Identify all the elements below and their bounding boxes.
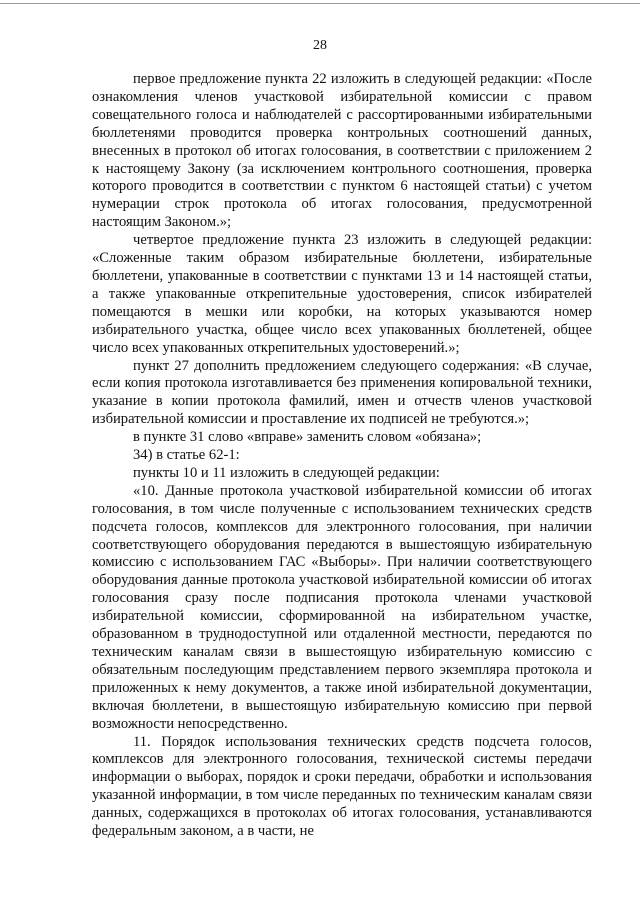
paragraph-amend-point-22: первое предложение пункта 22 изложить в следующей редакции: «После ознакомления членов участковой избирательной комиссии с правом совещательного голоса и наблюдателей с рассортированными избирательными бюллетенями проводится проверка контрольных соотношений данных, внесенных в протокол об итогах голосования, в соответствии с приложением 2 к настоящему Закону (за исключением контрольного соотношения, проверка которого проводится в соответствии с пунктом 6 настоящей статьи) с учетом нумерации строк протокола об итогах голосования, предусмотренной настоящим Законом.»; (92, 71, 592, 231)
paragraph-point-11: 11. Порядок использования технических средств подсчета голосов, комплексов для электронного голосования, технической системы передачи информации о выборах, порядок и сроки передачи, обработки и использования указанной информации, в том числе переданных по техническим каналам связи данных, содержащихся в протоколах об итогах голосования, устанавливаются федеральным законом, а в части, не (92, 733, 592, 840)
top-border-line (0, 3, 640, 4)
page-number: 28 (313, 38, 327, 53)
paragraph-amend-point-27: пункт 27 дополнить предложением следующего содержания: «В случае, если копия протокола изготавливается без применения копировальной техники, указание в копии протокола фамилий, имен и отчеств членов участковой избирательной комиссии и проставление их подписей не требуются.»; (92, 357, 592, 428)
paragraph-item-34: 34) в статье 62-1: (133, 447, 240, 464)
document-body (92, 71, 592, 841)
paragraph-amend-point-31: в пункте 31 слово «вправе» заменить словом «обязана»; (133, 429, 482, 446)
paragraph-points-10-11-intro: пункты 10 и 11 изложить в следующей редакции: (133, 464, 440, 481)
paragraph-amend-point-23: четвертое предложение пункта 23 изложить в следующей редакции: «Сложенные таким образом избирательные бюллетени, избирательные бюллетени, упакованные в соответствии с пунктами 13 и 14 настоящей статьи, а также упакованные открепительные удостоверения, список избирателей помещаются в мешки или коробки, на которых указываются номер избирательного участка, общее число всех упакованных бюллетеней, общее число всех упакованных открепительных удостоверений.»; (92, 232, 592, 356)
paragraph-point-10: «10. Данные протокола участковой избирательной комиссии об итогах голосования, в том числе полученные с использованием технических средств подсчета голосов, комплексов для электронного голосования, при наличии соответствующего оборудования передаются в вышестоящую избирательную комиссию с использованием ГАС «Выборы». При наличии соответствующего оборудования данные протокола участковой избирательной комиссии об итогах голосования сразу после подписания протокола членами участковой избирательной комиссии, сформированной на избирательном участке, образованном в труднодоступной или отдаленной местности, передаются по техническим каналам связи в вышестоящую избирательную комиссию с обязательным последующим представлением первого экземпляра протокола и приложенных к нему документов, а также иной избирательной документации, включая бюллетени, в вышестоящую избирательную комиссию при первой возможности непосредственно. (92, 482, 592, 732)
